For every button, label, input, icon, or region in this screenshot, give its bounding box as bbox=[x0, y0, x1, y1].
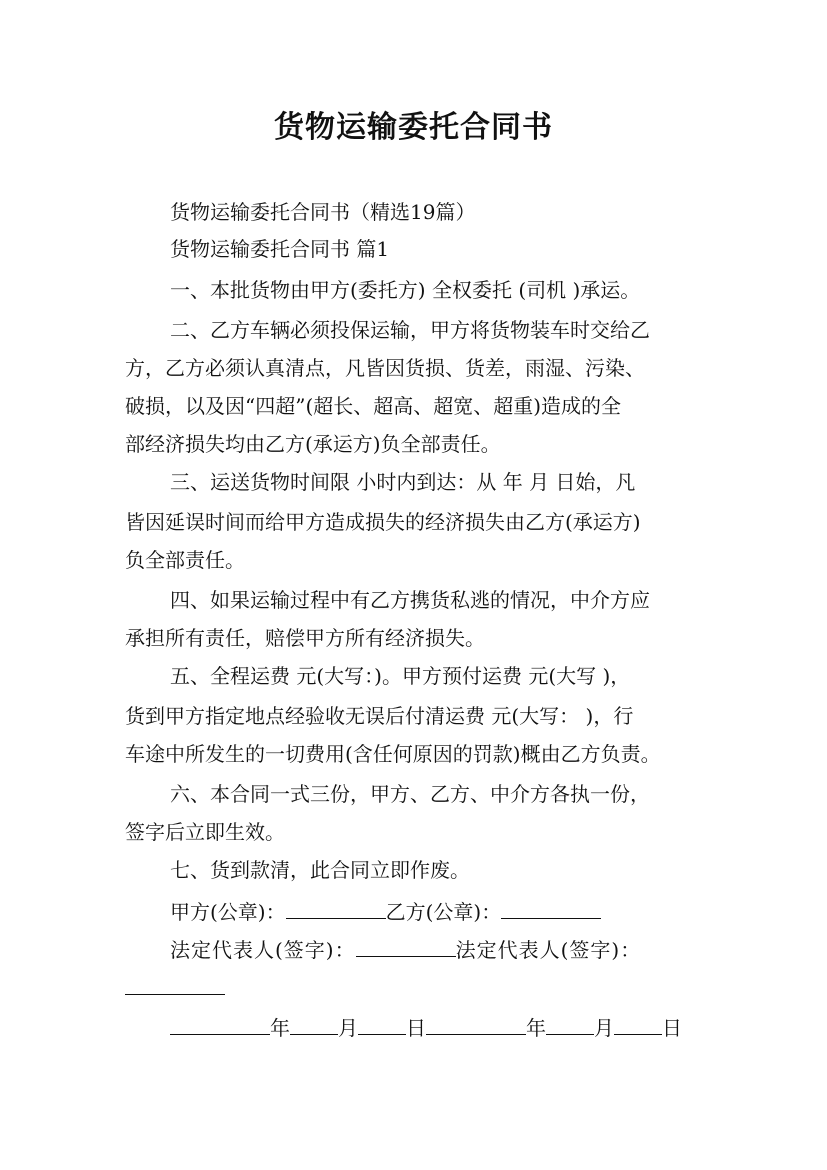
rep-b-blank-line bbox=[125, 974, 725, 1002]
party-a-seal-label: 甲方(公章)： bbox=[170, 900, 286, 924]
rep-b-blank bbox=[125, 974, 225, 995]
year-label-a: 年 bbox=[270, 1016, 290, 1040]
clause-4-line-2: 承担所有责任，赔偿甲方所有经济损失。 bbox=[125, 626, 485, 650]
clause-2-line-3: 破损，以及因“四超”(超长、超高、超宽、超重)造成的全 bbox=[125, 394, 622, 418]
clause-3-line-1: 三、运送货物时间限 小时内到达：从 年 月 日始，凡 bbox=[170, 470, 636, 494]
day-blank-a bbox=[358, 1014, 406, 1035]
date-line bbox=[170, 1014, 770, 1042]
clause-7: 七、货到款清，此合同立即作废。 bbox=[170, 858, 470, 882]
month-label-b: 月 bbox=[594, 1016, 614, 1040]
clause-2-line-1: 二、乙方车辆必须投保运输，甲方将货物装车时交给乙 bbox=[170, 318, 650, 342]
month-blank-a bbox=[290, 1014, 338, 1035]
clause-5-line-2: 货到甲方指定地点经验收无误后付清运费 元(大写： )，行 bbox=[125, 704, 634, 728]
clause-5-line-3: 车途中所发生的一切费用(含任何原因的罚款)概由乙方负责。 bbox=[125, 742, 661, 766]
clause-5-line-1: 五、全程运费 元(大写：)。甲方预付运费 元(大写 )， bbox=[170, 664, 631, 688]
representative-line bbox=[170, 936, 770, 964]
year-blank-a bbox=[170, 1014, 270, 1035]
month-blank-b bbox=[546, 1014, 594, 1035]
day-label-a: 日 bbox=[406, 1016, 426, 1040]
subtitle-line: 货物运输委托合同书（精选19篇） bbox=[170, 200, 476, 224]
clause-1: 一、本批货物由甲方(委托方) 全权委托 (司机 )承运。 bbox=[170, 278, 641, 302]
clause-4-line-1: 四、如果运输过程中有乙方携货私逃的情况，中介方应 bbox=[170, 588, 650, 612]
section-heading: 货物运输委托合同书 篇1 bbox=[170, 237, 390, 261]
rep-a-label: 法定代表人(签字)： bbox=[170, 938, 356, 962]
year-label-b: 年 bbox=[526, 1016, 546, 1040]
day-label-b: 日 bbox=[662, 1016, 682, 1040]
month-label-a: 月 bbox=[338, 1016, 358, 1040]
party-b-seal-label: 乙方(公章)： bbox=[385, 900, 502, 924]
rep-a-blank bbox=[356, 936, 456, 957]
day-blank-b bbox=[614, 1014, 662, 1035]
clause-6-line-2: 签字后立即生效。 bbox=[125, 820, 285, 844]
clause-6-line-1: 六、本合同一式三份，甲方、乙方、中介方各执一份， bbox=[170, 782, 650, 806]
party-a-seal-blank bbox=[286, 898, 386, 919]
clause-3-line-2: 皆因延误时间而给甲方造成损失的经济损失由乙方(承运方) bbox=[125, 510, 641, 534]
document-title: 货物运输委托合同书 bbox=[274, 110, 553, 145]
year-blank-b bbox=[426, 1014, 526, 1035]
clause-2-line-4: 部经济损失均由乙方(承运方)负全部责任。 bbox=[125, 432, 501, 456]
clause-3-line-3: 负全部责任。 bbox=[125, 548, 245, 572]
party-b-seal-blank bbox=[501, 898, 601, 919]
rep-b-label: 法定代表人(签字)： bbox=[455, 938, 642, 962]
party-seal-line bbox=[170, 898, 770, 926]
clause-2-line-2: 方，乙方必须认真清点，凡皆因货损、货差，雨湿、污染、 bbox=[125, 356, 645, 380]
